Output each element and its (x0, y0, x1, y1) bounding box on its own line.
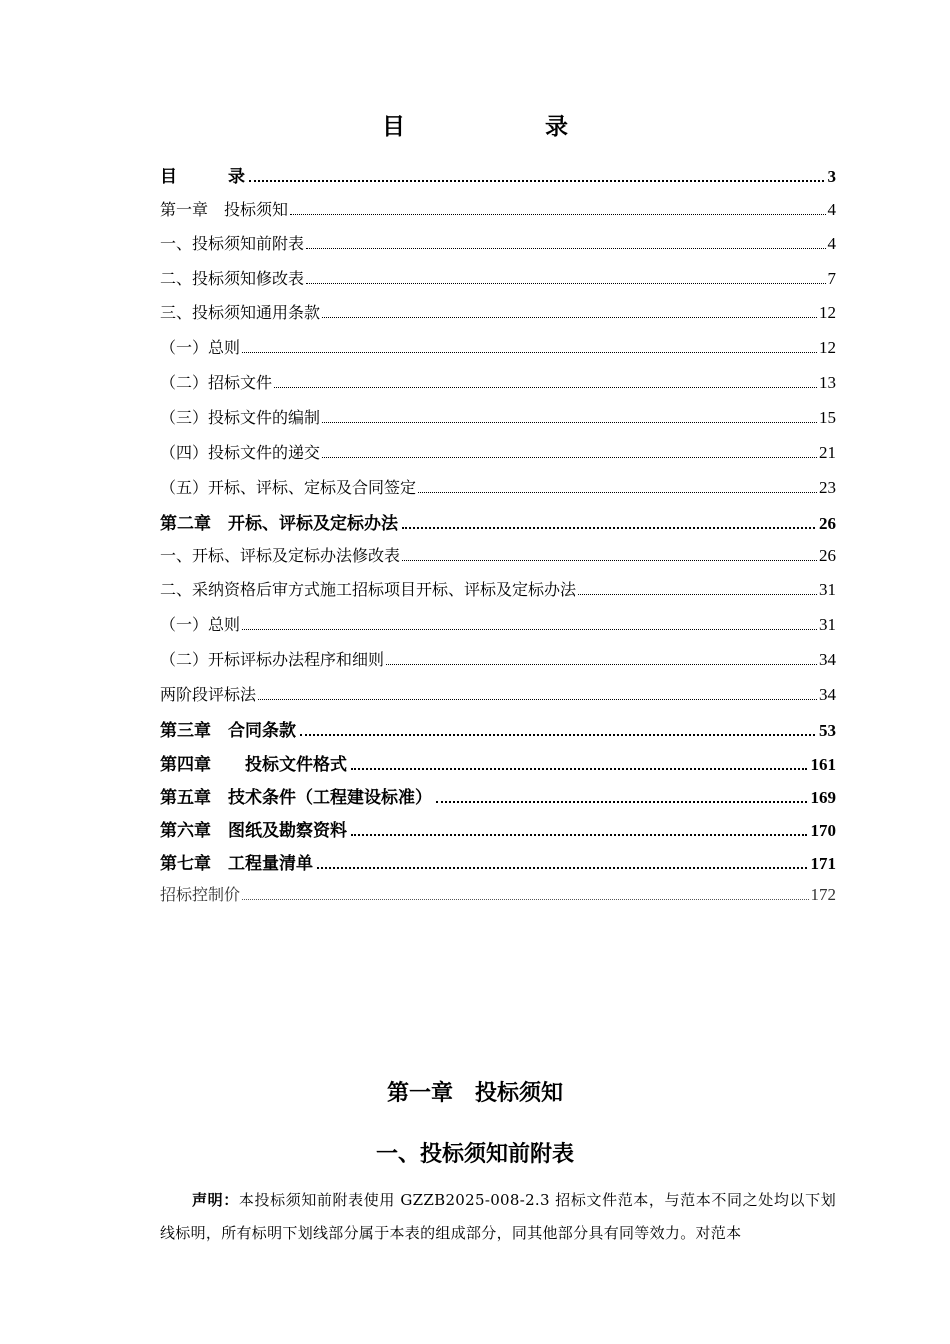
declaration-paragraph (160, 1184, 836, 1250)
toc-entry-label: 第三章 合同条款 (160, 721, 296, 741)
toc-entry-page: 170 (810, 821, 836, 840)
toc-leader-dots (290, 213, 825, 215)
toc-leader-dots (306, 282, 825, 284)
toc-entry-label: 第一章 投标须知 (160, 200, 289, 219)
toc-title: 目 录 (381, 113, 634, 140)
toc-entry[interactable] (160, 682, 836, 705)
toc-leader-dots (351, 767, 807, 770)
toc-entry-page: 31 (819, 615, 836, 634)
toc-entry-label: （一）总则 (160, 615, 241, 634)
toc-leader-dots (306, 247, 825, 249)
toc-entry[interactable] (160, 335, 836, 358)
toc-entry[interactable] (160, 405, 836, 428)
toc-leader-dots (402, 526, 815, 529)
toc-entry-label: （四）投标文件的递交 (160, 443, 321, 462)
toc-entry[interactable] (160, 509, 836, 534)
toc-entry[interactable] (160, 370, 836, 393)
toc-entry-label: （二）开标评标办法程序和细则 (160, 650, 385, 669)
toc-leader-dots (322, 456, 817, 458)
toc-entry-label: 三、投标须知通用条款 (160, 303, 321, 322)
toc-entry[interactable] (160, 816, 836, 841)
section-heading: 一、投标须知前附表 (375, 1142, 574, 1167)
toc-entry-label: 二、投标须知修改表 (160, 269, 305, 288)
chapter-heading: 第一章 投标须知 (386, 1081, 563, 1106)
toc-entry-label: 一、投标须知前附表 (160, 234, 305, 253)
toc-entry-page: 4 (827, 234, 836, 253)
toc-entry-page: 21 (819, 443, 836, 462)
toc-entry-page: 12 (819, 303, 836, 322)
toc-entry[interactable] (160, 162, 836, 187)
toc-entry-page: 31 (819, 580, 836, 599)
toc-entry-page: 15 (819, 408, 836, 427)
toc-entry[interactable] (160, 475, 836, 498)
toc-entry-label: 第二章 开标、评标及定标办法 (160, 514, 398, 534)
toc-entry-label: 招标控制价 (160, 885, 241, 904)
toc-entry-label: （五）开标、评标、定标及合同签定 (160, 478, 417, 497)
toc-entry[interactable] (160, 647, 836, 670)
toc-entry-page: 7 (827, 269, 836, 288)
toc-leader-dots (322, 421, 817, 423)
toc-entry-label: 目 录 (160, 167, 245, 187)
toc-leader-dots (436, 800, 807, 803)
toc-leader-dots (351, 833, 807, 836)
toc-entry-page: 13 (819, 373, 836, 392)
toc-leader-dots (317, 866, 807, 869)
toc-entry-label: 第六章 图纸及勘察资料 (160, 821, 347, 841)
toc-entry-label: 第七章 工程量清单 (160, 854, 313, 874)
toc-entry-page: 171 (810, 854, 836, 873)
toc-leader-dots (242, 351, 817, 353)
toc-entry[interactable] (160, 231, 836, 254)
toc-leader-dots (402, 559, 817, 561)
toc-entry-label: 两阶段评标法 (160, 685, 257, 704)
toc-entry-page: 23 (819, 478, 836, 497)
toc-leader-dots (578, 593, 817, 595)
toc-entry-page: 34 (819, 650, 836, 669)
toc-entry[interactable] (160, 612, 836, 635)
toc-entry-page: 26 (819, 514, 836, 533)
toc-leader-dots (242, 628, 817, 630)
toc-entry[interactable] (160, 716, 836, 741)
toc-leader-dots (249, 179, 824, 182)
toc-entry-page: 172 (810, 885, 836, 904)
toc-entry-page: 161 (810, 755, 836, 774)
toc-entry[interactable] (160, 543, 836, 566)
toc-leader-dots (322, 316, 817, 318)
toc-entry[interactable] (160, 750, 836, 775)
toc-leader-dots (242, 898, 808, 900)
toc-entry[interactable] (160, 849, 836, 874)
toc-entry-page: 169 (810, 788, 836, 807)
toc-entry[interactable] (160, 266, 836, 289)
toc-entry[interactable] (160, 440, 836, 463)
declaration-label: 声明： (192, 1191, 239, 1209)
toc-leader-dots (274, 386, 817, 388)
toc-entry-label: （三）投标文件的编制 (160, 408, 321, 427)
toc-entry-page: 53 (819, 721, 836, 740)
toc-entry-label: （二）招标文件 (160, 373, 273, 392)
toc-entry[interactable] (160, 197, 836, 220)
toc-entry[interactable] (160, 783, 836, 808)
toc-entry-label: 第五章 技术条件（工程建设标准） (160, 788, 432, 808)
toc-leader-dots (258, 698, 817, 700)
toc-entry-label: 第四章 投标文件格式 (160, 755, 347, 775)
toc-leader-dots (300, 733, 815, 736)
declaration-text: 本投标须知前附表使用 GZZB2025-008-2.3 招标文件范本，与范本不同之处均以下划线标明，所有标明下划线部分属于本表的组成部分，同其他部分具有同等效力。对范本 (160, 1191, 836, 1242)
toc-entry-page: 3 (827, 167, 836, 186)
toc-entry-label: 一、开标、评标及定标办法修改表 (160, 546, 401, 565)
toc-entry-page: 26 (819, 546, 836, 565)
toc-leader-dots (386, 663, 817, 665)
toc-entry[interactable] (160, 882, 836, 905)
toc-entry[interactable] (160, 300, 836, 323)
toc-entry[interactable] (160, 577, 836, 600)
toc-leader-dots (418, 491, 817, 493)
toc-entry-label: （一）总则 (160, 338, 241, 357)
toc-entry-label: 二、采纳资格后审方式施工招标项目开标、评标及定标办法 (160, 580, 577, 599)
toc-entry-page: 4 (827, 200, 836, 219)
toc-entry-page: 12 (819, 338, 836, 357)
toc-entry-page: 34 (819, 685, 836, 704)
